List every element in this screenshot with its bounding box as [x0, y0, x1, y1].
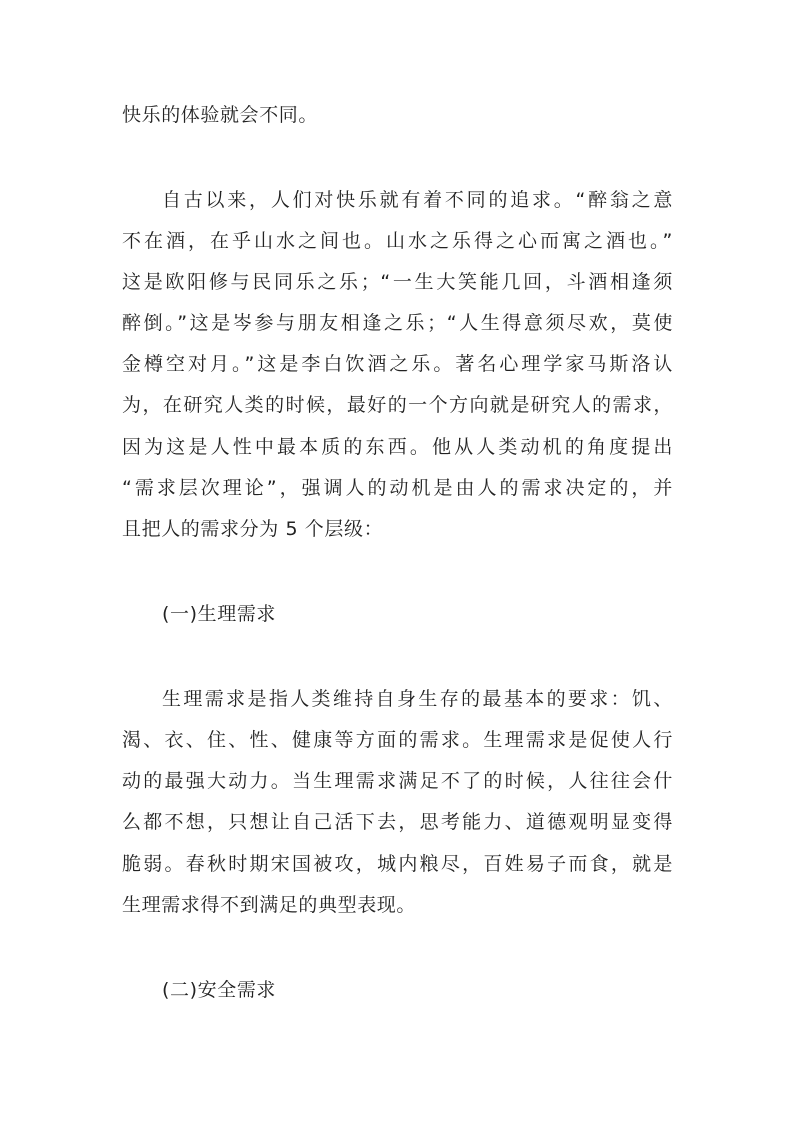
paragraph-line: 因为这是人性中最本质的东西。他从人类动机的角度提出 — [122, 436, 673, 458]
paragraph-line: 脆弱。春秋时期宋国被攻，城内粮尽，百姓易子而食，就是 — [122, 853, 673, 875]
paragraph-line: 不在酒，在乎山水之间也。山水之乐得之心而寓之酒也。” — [122, 230, 673, 252]
paragraph-line: 金樽空对月。”这是李白饮酒之乐。著名心理学家马斯洛认 — [122, 353, 673, 375]
section-heading-physiological: (一)生理需求 — [162, 603, 277, 625]
paragraph-line: 动的最强大动力。当生理需求满足不了的时候，人往往会什 — [122, 770, 673, 792]
paragraph-line: 这是欧阳修与民同乐之乐；“一生大笑能几回，斗酒相逢须 — [122, 271, 673, 293]
paragraph-line: 为，在研究人类的时候，最好的一个方向就是研究人的需求， — [122, 394, 673, 416]
paragraph-line: 生理需求得不到满足的典型表现。 — [122, 894, 417, 916]
paragraph-line: 么都不想，只想让自己活下去，思考能力、道德观明显变得 — [122, 811, 673, 833]
paragraph-line: 渴、衣、住、性、健康等方面的需求。生理需求是促使人行 — [122, 729, 673, 751]
paragraph-line: 醉倒。”这是岑参与朋友相逢之乐；“人生得意须尽欢，莫使 — [122, 312, 673, 334]
paragraph-line: 且把人的需求分为 5 个层级： — [122, 518, 384, 540]
paragraph-line: 生理需求是指人类维持自身生存的最基本的要求：饥、 — [162, 688, 673, 710]
paragraph-line: “需求层次理论”，强调人的动机是由人的需求决定的，并 — [122, 477, 673, 499]
paragraph-line: 自古以来，人们对快乐就有着不同的追求。“醉翁之意 — [162, 189, 673, 211]
section-heading-safety: (二)安全需求 — [162, 979, 277, 1001]
intro-line: 快乐的体验就会不同。 — [122, 104, 319, 126]
